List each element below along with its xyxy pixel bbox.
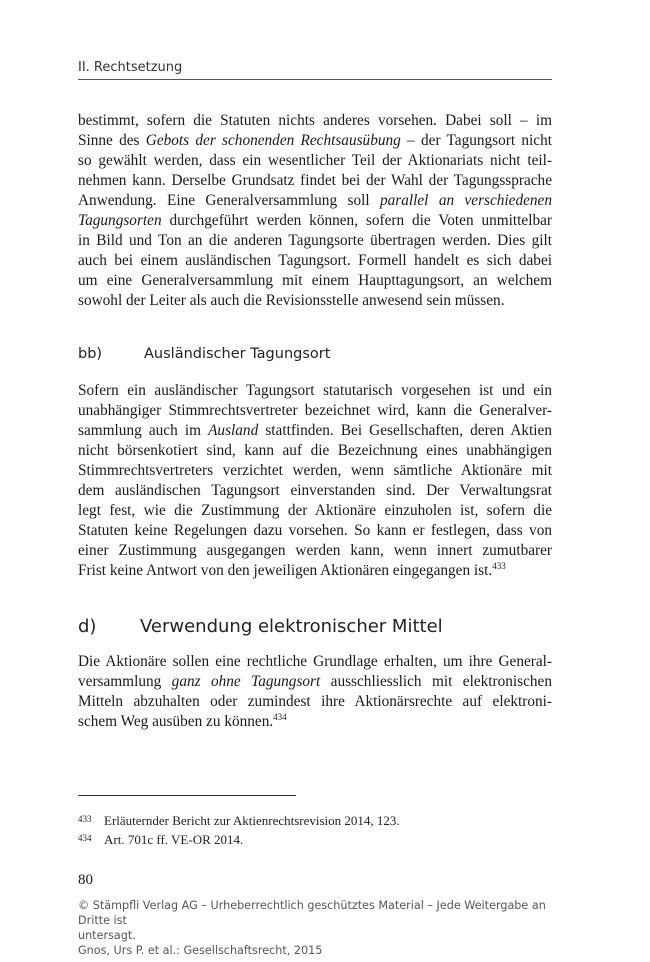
footnote-reference: 434 bbox=[273, 711, 287, 722]
text-run: Sinne des bbox=[78, 132, 146, 149]
italic-emphasis: Tagungsorten bbox=[78, 212, 162, 229]
text-line bbox=[78, 131, 552, 151]
footnote-separator bbox=[78, 795, 296, 796]
text-run: Anwendung. Eine Generalversammlung soll bbox=[78, 192, 380, 209]
citation-line: Gnos, Urs P. et al.: Gesellschaftsrecht, 2015 bbox=[78, 944, 323, 957]
text-line bbox=[78, 501, 552, 521]
footnote-number: 434 bbox=[78, 833, 92, 843]
italic-emphasis: Ausland bbox=[208, 422, 259, 439]
text-line bbox=[78, 672, 552, 692]
text-run: Mitteln abzuhalten oder zumindest ihre Aktionärsrechte auf elektroni- bbox=[78, 693, 552, 710]
text-line bbox=[78, 231, 552, 251]
italic-emphasis: Gebots der schonenden Rechtsausübung bbox=[145, 132, 401, 149]
text-run: Sofern ein ausländischer Tagungsort statutarisch vorgesehen ist und ein bbox=[78, 382, 552, 399]
text-run: nicht börsenkotiert sind, kann auf die Bezeichnung eines unabhängigen bbox=[78, 442, 552, 459]
text-line bbox=[78, 441, 552, 461]
text-line bbox=[78, 692, 552, 712]
text-run: versammlung bbox=[78, 673, 172, 690]
text-run: durchgeführt werden können, sofern die Voten unmittelbar bbox=[161, 212, 552, 229]
text-run: Frist keine Antwort von den jeweiligen Aktionären eingegangen ist. bbox=[78, 562, 493, 579]
text-line bbox=[78, 151, 552, 171]
text-run: einer Zustimmung ausgegangen werden kann, wenn innert zumutbarer bbox=[78, 542, 552, 559]
text-run: um eine Generalversammlung mit einem Haupttagungsort, an welchem bbox=[78, 272, 552, 289]
text-line bbox=[78, 271, 552, 291]
text-run: Stimmrechtsvertreters verzichtet werden, wenn sämtliche Aktionäre mit bbox=[78, 462, 552, 479]
text-line bbox=[78, 111, 552, 131]
text-run: sammlung auch im bbox=[78, 422, 209, 439]
text-line bbox=[78, 191, 552, 211]
text-line bbox=[78, 461, 552, 481]
text-run: auch bei einem ausländischen Tagungsort. Formell handelt es sich dabei bbox=[78, 252, 552, 269]
section-heading-bb bbox=[78, 346, 330, 362]
text-line bbox=[78, 652, 552, 672]
section-number: d) bbox=[78, 616, 97, 637]
text-line bbox=[78, 421, 552, 441]
copyright-line: © Stämpfli Verlag AG – Urheberrechtlich geschütztes Material – Jede Weitergabe an Dritte ist bbox=[78, 899, 546, 927]
text-run: – der Tagungsort nicht bbox=[400, 132, 552, 149]
text-line bbox=[78, 712, 552, 732]
text-line bbox=[78, 561, 552, 581]
text-line bbox=[78, 171, 552, 191]
section-heading-d bbox=[78, 616, 443, 637]
text-run: ausschliesslich mit elektronischen bbox=[320, 673, 552, 690]
text-line bbox=[78, 251, 552, 271]
footnote-434 bbox=[78, 832, 243, 848]
text-run: so gewählt werden, dass ein wesentlicher Teil der Aktionariats nicht teil- bbox=[78, 152, 552, 169]
italic-emphasis: parallel an verschiedenen bbox=[379, 192, 552, 209]
section-number: bb) bbox=[78, 346, 103, 362]
text-run: sowohl der Leiter als auch die Revisionsstelle anwesend sein müssen. bbox=[78, 292, 505, 309]
page-number: 80 bbox=[78, 872, 93, 888]
section-title: Ausländischer Tagungsort bbox=[144, 346, 331, 362]
body-paragraph-3 bbox=[78, 652, 552, 732]
text-run: legt fest, wie die Zustimmung der Aktionäre einzuholen ist, sofern die bbox=[78, 502, 552, 519]
body-paragraph-1 bbox=[78, 111, 552, 311]
text-run: Statuten keine Regelungen dazu vorsehen. So kann er festlegen, dass von bbox=[78, 522, 552, 539]
text-line bbox=[78, 291, 552, 311]
footnote-text: Erläuternder Bericht zur Aktienrechtsrevision 2014, 123. bbox=[104, 813, 400, 828]
text-line bbox=[78, 401, 552, 421]
text-line bbox=[78, 381, 552, 401]
text-run: in Bild und Ton an die anderen Tagungsorte übertragen werden. Dies gilt bbox=[78, 232, 552, 249]
text-line bbox=[78, 521, 552, 541]
footnote-433 bbox=[78, 813, 400, 829]
copyright-line: untersagt. bbox=[78, 929, 136, 942]
section-title: Verwendung elektronischer Mittel bbox=[140, 616, 443, 637]
text-run: dem ausländischen Tagungsort einverstanden sind. Der Verwaltungsrat bbox=[78, 482, 552, 499]
text-line bbox=[78, 481, 552, 501]
italic-emphasis: ganz ohne Tagungsort bbox=[171, 673, 321, 690]
text-run: schem Weg ausüben zu können. bbox=[78, 713, 274, 730]
text-run: bestimmt, sofern die Statuten nichts anderes vorsehen. Dabei soll – im bbox=[78, 112, 552, 129]
text-line bbox=[78, 211, 552, 231]
footnote-text: Art. 701c ff. VE-OR 2014. bbox=[104, 832, 244, 847]
body-paragraph-2 bbox=[78, 381, 552, 581]
footnote-number: 433 bbox=[78, 814, 92, 824]
text-run: stattfinden. Bei Gesellschaften, deren Aktien bbox=[258, 422, 552, 439]
text-run: Die Aktionäre sollen eine rechtliche Grundlage erhalten, um ihre General- bbox=[78, 653, 552, 670]
footnote-reference: 433 bbox=[492, 560, 506, 571]
copyright-notice bbox=[78, 898, 564, 958]
text-run: nehmen kann. Derselbe Grundsatz findet bei der Wahl der Tagungssprache bbox=[78, 172, 552, 189]
text-line bbox=[78, 541, 552, 561]
running-head: II. Rechtsetzung bbox=[78, 60, 552, 80]
text-run: unabhängiger Stimmrechtsvertreter bezeichnet wird, kann die Generalver- bbox=[78, 402, 552, 419]
